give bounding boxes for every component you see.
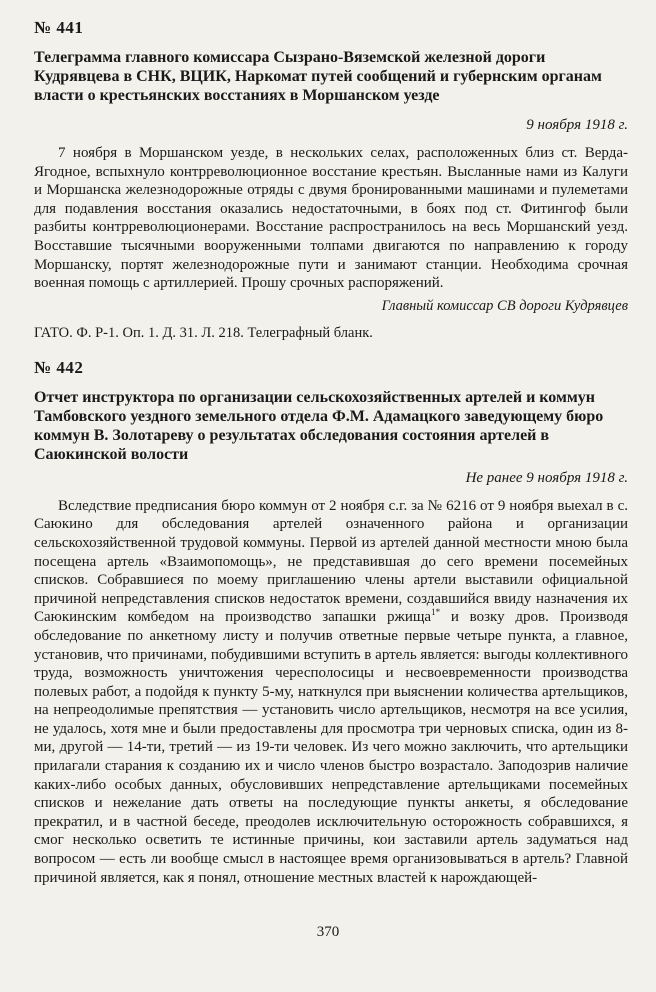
footnote-mark: 1* [431, 607, 441, 618]
document-body [34, 497, 628, 887]
body-text: Вследствие предписания бюро коммун от 2 ноября с.г. за № 6216 от 9 ноября выехал в с. Саюкино для обследования артелей означенного района и организации сельскохозяйственной трудовой коммуны. Первой из артелей данной местности мною была посещена артель «Взаимопомощь», не представившая до сего времени посемейных списков. Собравшиеся по моему приглашению члены артели выставили официальной причиной непредставления списков недостаток времени, создавшийся ввиду назначения их Саюкинским комбедом на производство запашки ржища [34, 497, 628, 626]
book-page [34, 18, 628, 887]
body-text-continued: и возку дров. Производя обследование по анкетному листу и получив ответные первые четыре пункта, а главное, установив, что причинами, побудившими вступить в артель является: выгоды коллективного труда, возможность уничтожения чересполосицы и несвоевременности производства полевых работ, а подойдя к пункту 5-му, наткнулся при выяснении количества артельщиков, на непреодолимые препятствия — установить число артельщиков, несмотря на все усилия, не удалось, хотя мне и были предоставлены для просмотра три черновых списка, один из 8-ми, другой — 14-ти, третий — из 19-ти человек. Из чего можно заключить, что артельщики прилагали старания к созданию их и число членов быстро возрастало. Заподозрив наличие каких-либо особых данных, обусловивших непредставление артельщиками посемейных списков и нежелание дать ответы на последующие пункты анкеты, я обследование прекратил, и в частной беседе, преодолев исключительную осторожность собравшихся, я смог несколько осветить те истинные причины, кои заставили артель задуматься над вопросом — есть ли вообще смысл в настоящее время организовываться в артель? Главной причиной является, как я понял, отношение местных властей к нарождающей- [34, 609, 628, 886]
document-title: Телеграмма главного комиссара Сызрано-Вяземской железной дороги Кудрявцева в СНК, ВЦИК, Наркомат путей сообщений и губернским органам власти о крестьянских восстаниях в Моршанском уезде [34, 49, 602, 104]
document-date: Не ранее 9 ноября 1918 г. [465, 469, 628, 486]
document-441 [34, 18, 628, 342]
document-442 [34, 358, 628, 887]
document-title: Отчет инструктора по организации сельскохозяйственных артелей и коммун Тамбовского уездного земельного отдела Ф.М. Адамацкого заведующему бюро коммун В. Золотареву о результатах обследования состояния артелей в Саюкинской волости [34, 388, 604, 463]
page-number: 370 [316, 924, 340, 940]
document-number: № 442 [34, 357, 84, 377]
document-body: 7 ноября в Моршанском уезде, в нескольких селах, расположенных близ ст. Верда-Ягодное, вспыхнуло контрреволюционное восстание крестьян. Высланные нами из Калуги и Моршанска железнодорожные отряды с двумя бронированными машинами и пулеметами для подавления восстания оказались недостаточными, в боях под ст. Фитингоф были разбиты контрреволюционерами. Восстание распространилось на весь Моршанский уезд. Восставшие тысячными вооруженными толпами двигаются по направлению к городу Моршанску, портят железнодорожные пути и занимают станции. Необходима срочная военная помощь с артиллерией. Прошу срочных распоряжений. [34, 145, 628, 292]
document-signature: Главный комиссар СВ дороги Кудрявцев [381, 297, 628, 314]
document-date: 9 ноября 1918 г. [526, 117, 628, 133]
document-number: № 441 [34, 18, 84, 37]
archive-source: ГАТО. Ф. Р-1. Оп. 1. Д. 31. Л. 218. Телеграфный бланк. [34, 324, 373, 341]
